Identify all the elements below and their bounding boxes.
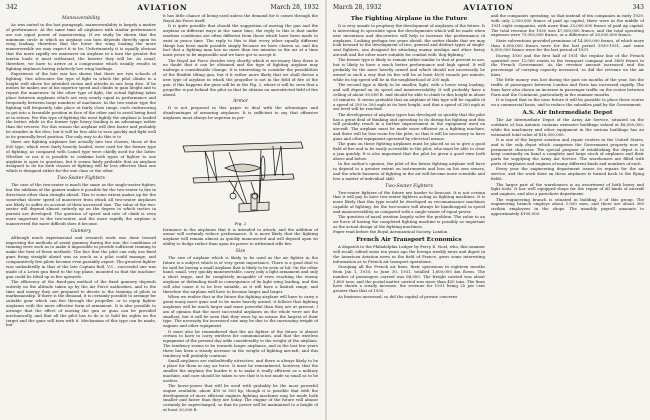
paragraph: It is quite possible that should the suggestion of moving the gun and the airplane in different ways at the same time, the reply to this is that under wartime conditions are often different from those which have been made to exist in peace time. The reply to this is that every other equally different things has been made possible simply because we have chosen so, and the fact that a fighting man has no more than ten minutes in the air at a time must prove to be impossible and we have got to accept it. [163,23,318,58]
paragraph: there are fighting airplanes but actually into two classes, those of the 600 type, which were fairly heavily loaded, were used for the former type of fighting, as compared with Camel type were chiefly used for the latter. Whether or not it is possible to combine both types of fighter to one airplane is open to question, but it seems fairly probable that an airplane designed to do for both classes of fighting will be less effective than one which is designed either for the one class or the other. [6,139,156,174]
paragraph: Every year the engineering department issues its repairs for the air service, and the work done on these airplanes is turned back to the flying fields. [491,166,644,182]
right-column-1 [333,14,485,416]
paragraph: As was stated in the last paragraph, maneuverability is largely a matter of performance. At the same time all airplanes with similar performance are not equal power of maneuvering. If we study be shown that the minimum circle in which an airplane can turn depends directly upon its wing loading, therefore that the lower the wing loading the more maneuverable we may expect it to be. Unfortunately it is equally obvious that the more rapidly we maneuver an airplane in a turn the greater the inertia loads it must withstand, the heavier they will be. As usual, therefore, we have to arrive at a compromise which usually results in fighting airplanes having relatively low wing loadings. [6,22,156,71]
paragraph: Grouping all the French air lines, their operations in eighteen months from Jan 1, 1930, to June 30, 1931, totalled 1,600,000 km flown. The number of passengers carried was 88,000. The freight carried was about 1,600 tons, and the postal matter carried was more than 450 tons. The lines have shown a steady increase, the revenue for 1931 being 25 per cent greater than that of 1930. [333,263,485,294]
paragraph: When we realize that in the future the fighting airplane will have to carry a great many more guns and to be more heavily armed, it follows that fighting airplanes will be much larger and more powerful than they are at present. I am of opinion that the most successful airplanes on the whole were not the smallest, but it will be seen that they were by no means the largest of their type. The necessity for increased size may be due to the increasing weight of engines and other equipment. [163,294,318,329]
article-block [491,14,644,108]
paragraph: Experience of the late war has shown that there are two schools of fighting. One advocates the type of fight in which the pilot climbs to a height well above his intended victim and attacks in one long dive. If he misses he makes use of his superior speed and climbs to gain height and to repeat the maneuver. In the other type of fight, the actual fighting takes place between airplanes which are very nearly equal in performance and frequently between large numbers of machines. In the two-seater type the fighting will frequently take place at fairly close range, each endeavoring to get into a favorable position in face of the other and to avoid being fired at in return. For this type of fighting the most lightly the airplane is loaded the better, while in the former type heavy loading is an advantage rather than the reverse. For this reason the airplane will dive faster and probably be steadier in the dive, but it will be less able to turn quickly and fight well in its generally-level position. The only way to do this is to [6,70,156,139]
paragraph: It is very unsafe to prophesy the development of airplanes of the future. It is interesting to speculate upon the developments which will be made when new inventions and discoveries will help to increase the performance of airplanes. Looking perhaps ten years ahead, the writer thinks that we may look forward to the development of two, general and distinct types of single-seat fighters, one designed for attacking enemy airships and other heavy aircraft and the other more suitable for combat with 'dog fighting.' [333,23,485,58]
paragraph: It is one of the largest aviation and repair centers in the United States, and is the only depot which comprises the Government property now in permanent character. The special purpose of establishing the depot is to keep constantly on hand a complete and large stock of airplanes and their parts for supplying the Army Air Service. The warehouses are filled with parts of airplanes and engines of many different kinds and numbers of each. [491,136,644,167]
section-heading: Two-Seater Fighters [385,183,433,189]
article-title: The Fighting Airplane in the Future [350,16,468,22]
paragraph: Although much experimental and research work was done toward improving the methods of aerial gunnery during the war, the conditions of training were such as to make it impossible to provide sufficient training to make the best of these methods. The fact that the pilot can only use fixed guns firing straight ahead was as much as a pilot could manage, and comparatively few pilots became even passably expert. The greatest fighter was undoubtedly in that of the late Captain Ball, V.C., successful one was made of a Lewis gun fixed to the top plane, mounted so that the machine-gun could be tilted up to fire upwards. [6,234,156,279]
article-block [163,14,318,97]
paragraph: The second type is likely to be smaller, light, with a lower wing loading, and will depend on its speed and maneuverability. It will probably have a ceiling of about 30,000 ft. and should be able to climb to this height in about 20 minutes. It seems probable that an airplane of this type will be capable of a speed of 250 to 300 mph at its best height, and that a speed of 200 mph at sea level will be reached. [333,82,485,112]
left-column-2 [163,14,318,416]
left-page-number: 342 [6,4,18,11]
paragraph: The little money was lost during the past six months of the year, but the traffic of passengers between London and Paris has increased rapidly. The lines have also shown an increase in passenger traffic on the routes between Paris and the Continent, particularly in the summer months. [491,77,644,97]
section-heading: Armor [233,99,248,105]
paragraph: The size of airplane which is likely to be used as the air fighter in the future is a subject which is of very great importance. There is a good deal to be said for having a small airplane that is likely to be seen or hit. On the other hand, small, very quickly maneuverable, carry only a light armament and only a short range, and be completely incapable of even reaching the enemy airplane or defending itself in consequence of its light wing loading, and this will also cause it to be less suitable, as it will have a limited range, and therefore the airplane will have to become larger and larger. [163,254,318,294]
paragraph: The case of the two-seater is much the same as the single-seater fighter, but the addition of the gunner makes it possible for the two-seater to fire in directions other than straight ahead. This to some extent makes up for the somewhat slower speed of maneuver from which all two-seater airplanes are likely to suffer on account of their increased size. The value of the two-seater will depend almost entirely up on the degree to which tactics in pursuit are developed. The question of speed and rate of climb is even more important to the two-seater, and the more rapidly the airplane is maneuvered the more difficult does it become. [6,182,156,226]
paragraph: In the author's opinion, the pilot of the future fighting airplane will have to depend to a greater extent on instruments and less on his own senses, and the whole business of fighting in the air will become more scientific and less a matter of individual skill. [333,161,485,181]
section-heading: Two-Seater Fighters [57,176,105,182]
left-page-date: March 28, 1932 [270,4,319,11]
article-block [333,237,485,299]
paragraph: It must also be remembered that the air fighter of the future is almost certain to have to carry wireless for communication, and that the wireless equipment of the present day adds considerably to the weight of the airplane. The tendency seems to be towards larger airplanes, and in the last few years there has been a steady increase in the weight of fighting aircraft, and this tendency will probably continue. [163,328,318,358]
figure-2 [163,124,318,227]
paragraph: The efficiency of the fixed-gun method of the fixed gunnery depends entirely on the altitude taken up by the Air Force authorities, and to the time and energy they are prepared to devote to the training of pilots in marksmanship. If there is the demand, it is certainly possible to arrange for suitable gear which can fire through the propeller, or to equip fighter airplanes with the more effective form of armament. It is also possible to arrange that the effect of moving the gun or guns can be provided mechanically, and that all the pilot has to do is to hold his sights on the target and the guns will turn with it. Mechanism of this type can be made, but [6,278,156,328]
paragraph: A dispatch to the Philadelphia Ledger by Percy E. Noel, who, this summer will recall, edited some ten years ago the foreign weekly news and digest in the American Aviation news in the field of France, gives some interesting information as to French air transport operations. [333,244,485,264]
paragraph: Two-seater fighters of the future are harder to forecast. It is not certain that it will pay to have two-seater fighters acting as fighting machines. It is more likely that this type would be developed as reconnaissance machines capable of fighting, for the two-seater will always be handicapped in speed and maneuverability as compared with a single-seater of equal power. [333,189,485,214]
article-block [163,99,318,121]
paragraph: The larger part of the warehouses is an assortment of both heavy and light tools. It has well equipped shops for the repair of all kinds of aircraft and engines, and also a parachute department. [491,181,644,197]
right-page-date: March 28, 1932 [333,4,382,11]
article-block [163,249,318,413]
article-block [333,184,485,236]
paragraph: The guns on these fighting airplanes must be placed so as to give a good field of fire and to be easily accessible to the pilot, who must be able to clear a jam quickly. It is also important that the pilot be given a good view both above and below. [333,141,485,161]
right-page-number: 343 [632,4,644,11]
paragraph: The engineering branch is situated in building 3 of this group. The engineering branch employs about 1,000 men, and there are about 300 civilian employees in the shops. The monthly payroll amounts to approximately $100,000. [491,196,644,217]
left-masthead: AVIATION [137,3,188,12]
article-title: French Air Transport Economics [356,237,462,244]
figure-caption: Fig. 2 [234,220,247,226]
paragraph: it has little chance of being used unless the demand for it comes through the Royal Air Force itself. [163,14,318,23]
paragraph: It is hoped that in the near future it will be possible to place these routes on a commercial basis, and to reduce the subsidies paid by the Government. [491,97,644,108]
article-block [491,110,644,217]
paragraph: As business increased, so did the capital of private concerns [338,293,458,299]
paragraph: Paper read before the Royal Aeronautical Society, London [333,229,448,235]
paragraph: The Air Intermediate Depot of the Army Air Service, situated on the outskirts of San Antonio contains extensive buildings valued at $8,000,000, while the machinery and other equipment in the various buildings has an estimated total value of $16,000,000. [491,117,644,137]
paragraph: and the companies operating, so that instead of ten companies in early 1929, with only 2,500,000 francs of paid up capital, there were in the middle of 1931 eight companies, with more than 25,000,000 francs of paid up capital. The total revenue for 1930 was 47,000,000 francs, and the total operating expenses were 75,000,000 francs, or a difference of 28,000,000 francs. [491,14,644,38]
right-column-2 [491,14,644,416]
section-heading: Gunnery [70,228,92,234]
right-masthead: AVIATION [463,3,514,12]
article-block [333,16,485,182]
section-heading: Maneuverability [61,16,101,21]
paragraph: The horse-power that will be used with probably be the most powerful engine available, about 450 to 500 hp, though it is possible that with the development of more efficient engines fighting machines may be made both smaller and faster than they are today. The engine of the future will almost certainly be supercharged, so that its power will be maintained to a height of at least 20,000 ft. [163,382,318,413]
paragraph: During 1930 and the first half of 1931 the regular line of the French operated over 12,000 routes in the transport company and 3600 francs to the French Government. As the revenue amount increased and the percentage of carrying capacity increased, so did the revenue on the air lines. [491,52,644,78]
article-title: A.S. Air Intermediate Depot [522,110,613,117]
article-block [163,228,318,247]
aircraft-illustration [163,124,318,220]
left-column-1 [6,14,156,416]
paragraph: The former type is likely to remain rather similar to that at present in use, but is likely to have a much better performance and high speed. It will probably be the more heavily armed and which should not necessarily be armed in such a way that its fire will be at least 4000 rounds per minute, while its top speed will be in the neighborhood of 200 mph. [333,57,485,82]
article-block [6,176,156,227]
paragraph: Small airplanes are undoubtedly attractive, and there is always likely to be a place for them in any air force. It must be remembered, however, that the smaller the airplane the harder it is to make it really efficient as a military machine, and care should be taken to see that it is not made so small as to be useless. [163,358,318,383]
paragraph: The question of naval aviation largely solve the problem. The value to an air force of having the completed fighting machine is possibly as important as the actual design of the fighting machines. [333,214,485,229]
paragraph: State subventions provided premiums of 14,000,000 francs, of which more than 6,000,000 francs were for the last period 1930-1931, and some 8,000,000 francs were for the last period of 1931. [491,37,644,53]
right-page [327,0,650,420]
left-page-header [6,3,319,12]
section-heading: Size [235,248,246,254]
paragraph: formance to the airplanes that it is intended to attack, and the addition of armor will certainly reduce performance. It is more likely that the fighting airplane will remain almost as quickly maneuvered and will depend upon its ability to dodge rather than upon its power to withstand rifle fire. [163,226,318,247]
right-page-header [333,3,644,12]
paragraph: The Royal Air Force decides very shortly which is necessary then there is no doubt that it can be obtained and the type of fighting airplane may undergo a considerable change. It is interesting to consider the possibilities of the flexible tilting gun, but if it rather more likely that we shall devise a new type of airplane in which the propeller is not in the field of fire of the gun, if this happens the guns will be in the Fig. 2, where it will be seen that a propeller is put behind the pilot so that he obtains an unrestricted field of fire ahead. [163,57,318,97]
paragraph: The development of airplane types has developed so quickly that the pilot has a great deal of thinking and operating to do during his fighting and this will probably result in a further improvement in the equipment used on aircraft. The airplane must be made more efficient as a fighting machine, and there will be less room for the pilot, so that it will be necessary to have guns and other equipment operated by electrical means. [333,111,485,141]
paragraph: It is not proposed in this paper to deal with the advantages and disadvantages of armoring airplanes. It is sufficient to say that offensive airplanes must always be superior in per- [163,105,318,121]
article-block [6,229,156,329]
article-block [6,16,156,174]
